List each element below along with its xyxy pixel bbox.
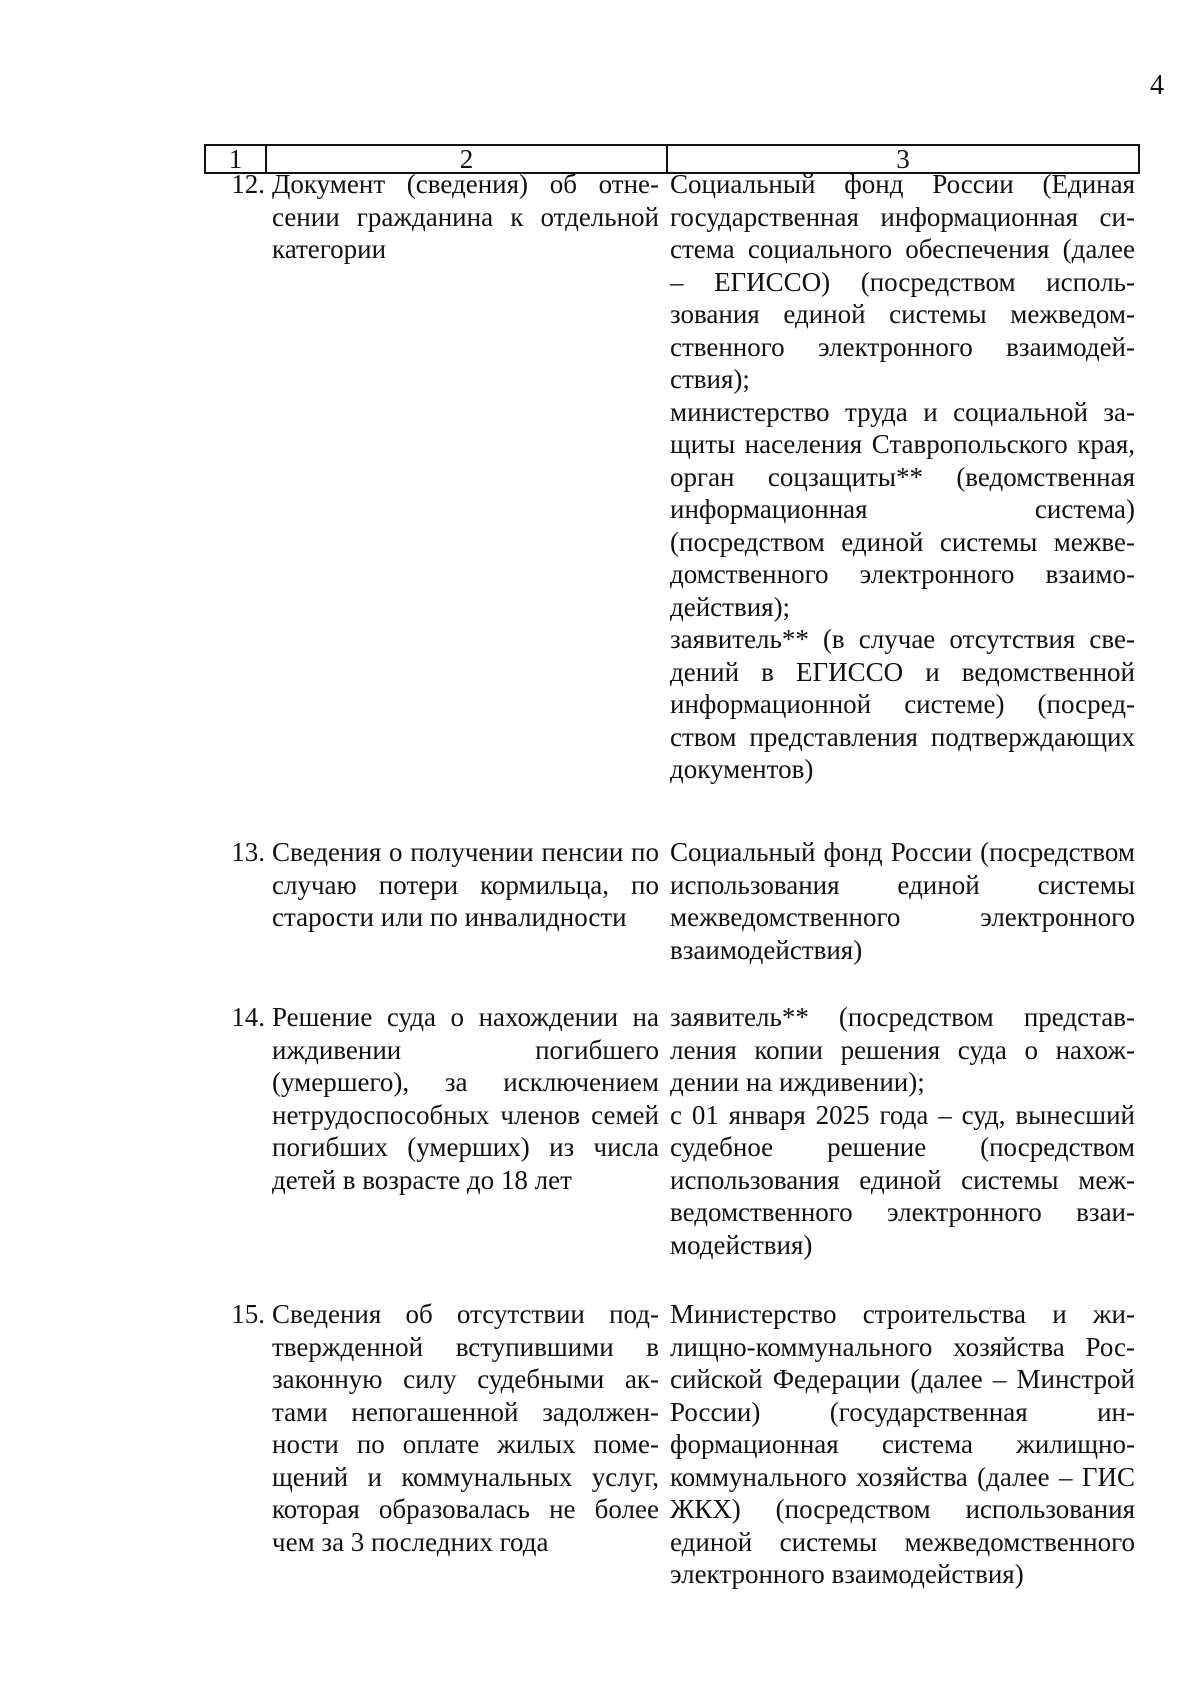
source-paragraph: Социальный фонд России (посредством использования единой системы межведомственного электронного взаимодействия) [670,837,1135,965]
source-paragraph: заявитель** (посредством представления копии решения суда о нахождении на иждивении); [670,1002,1135,1097]
column-header-3: 3 [896,144,910,174]
row-source [670,1298,1135,1591]
source-paragraph: Министерство строительства и жилищно-коммунального хозяйства Российской Федерации (далее – Минстрой России) (государственная информационная система жилищно-коммунального хозяйства (далее – ГИС ЖКХ) (посредством использования единой системы межведомственного электронного взаимодействия) [670,1299,1135,1589]
row-number: 15. [231,1299,265,1329]
column-header-1: 1 [206,146,267,172]
source-paragraph: с 01 января 2025 года – суд, вынесший судебное решение (посредством использования единой системы межведомственного электронного взаимодействия) [670,1099,1135,1260]
row-source [670,168,1135,786]
page-number: 4 [1150,70,1164,101]
row-description: Сведения об отсутствии подтвержденной вступившими в законную силу судебными актами непогашенной задолженности по оплате жилых помещений и коммунальных услуг, которая образовалась не более чем за 3 последних года [272,1299,659,1557]
row-description: Решение суда о нахождении на иждивении погибшего (умершего), за исключением нетрудоспособных членов семей погибших (умерших) из числа детей в возрасте до 18 лет [272,1002,659,1195]
row-description: Документ (сведения) об отнесении гражданина к отдельной категории [272,169,659,264]
row-number: 13. [231,837,265,867]
source-paragraph: Социальный фонд России (Единая государственная информационная система социального обеспечения (далее – ЕГИССО) (посредством использования единой системы межведомственного электронного взаимодействия); [670,169,1135,394]
row-source [670,1001,1135,1261]
row-number: 12. [231,169,265,199]
row-description: Сведения о получении пенсии по случаю потери кормильца, по старости или по инвалидности [272,837,659,932]
row-number: 14. [231,1002,265,1032]
column-header-2: 2 [267,146,668,172]
source-paragraph: министерство труда и социальной защиты населения Ставропольского края, орган соцзащиты** (ведомственная информационная система) (посредством единой системы межведомственного электронного взаимодействия); [670,396,1135,622]
source-paragraph: заявитель** (в случае отсутствия сведений в ЕГИССО и ведомственной информационной системе) (посредством представления подтверждающих документов) [670,624,1135,784]
row-source [670,836,1135,966]
